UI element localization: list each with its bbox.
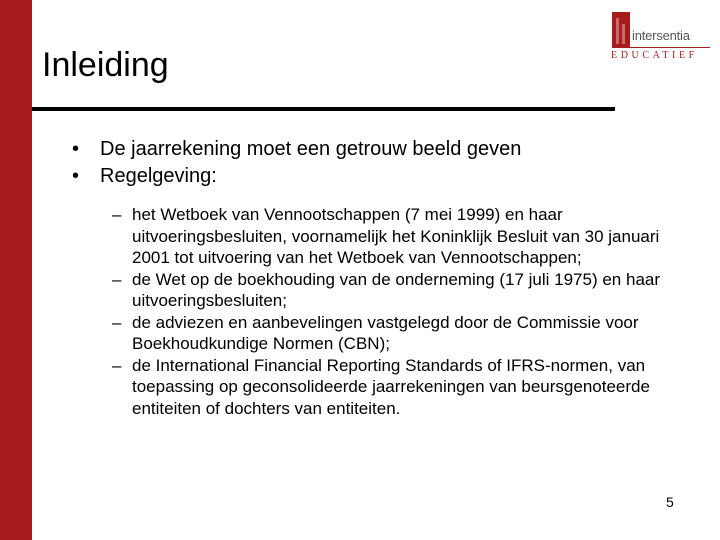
bullet-dot: • [72,165,80,187]
sub-bullet-text: de International Financial Reporting Standards of IFRS-normen, van toepassing op geconsolideerde jaarrekeningen van beursgenoteerde entiteiten of dochters van entiteiten. [132,355,650,418]
bullet-dot: • [72,138,80,160]
logo-divider [612,47,710,48]
sub-bullet-item [112,312,672,355]
sub-bullet-dash: – [112,355,122,375]
logo-mark-icon [612,12,630,48]
bullet-list [72,136,672,190]
sub-bullet-list [112,204,672,419]
sub-bullet-item [112,204,672,269]
side-accent-bar [0,0,32,540]
bullet-text: De jaarrekening moet een getrouw beeld geven [100,138,522,160]
slide-title: Inleiding [42,46,169,84]
bullet-text: Regelgeving: [100,165,217,187]
bullet-item [72,163,672,190]
sub-bullet-dash: – [112,269,122,289]
sub-bullet-text: de Wet op de boekhouding van de onderneming (17 juli 1975) en haar uitvoeringsbesluiten; [132,269,661,310]
sub-bullet-dash: – [112,312,122,332]
sub-bullet-dash: – [112,205,122,224]
title-underline [32,107,615,111]
logo-name: intersentia [632,28,690,43]
intersentia-logo [608,8,712,68]
logo-subtitle: EDUCATIEF [611,50,698,61]
page-number: 5 [666,494,674,510]
sub-bullet-item [112,355,672,420]
sub-bullet-text: de adviezen en aanbevelingen vastgelegd door de Commissie voor Boekhoudkundige Normen (CBN); [132,312,639,353]
sub-bullet-item [112,269,672,312]
bullet-item [72,136,672,163]
sub-bullet-text: het Wetboek van Vennootschappen (7 mei 1999) en haar uitvoeringsbesluiten, voornamelijk het Koninklijk Besluit van 30 januari 2001 tot uitvoering van het Wetboek van Vennootschappen; [132,205,660,267]
